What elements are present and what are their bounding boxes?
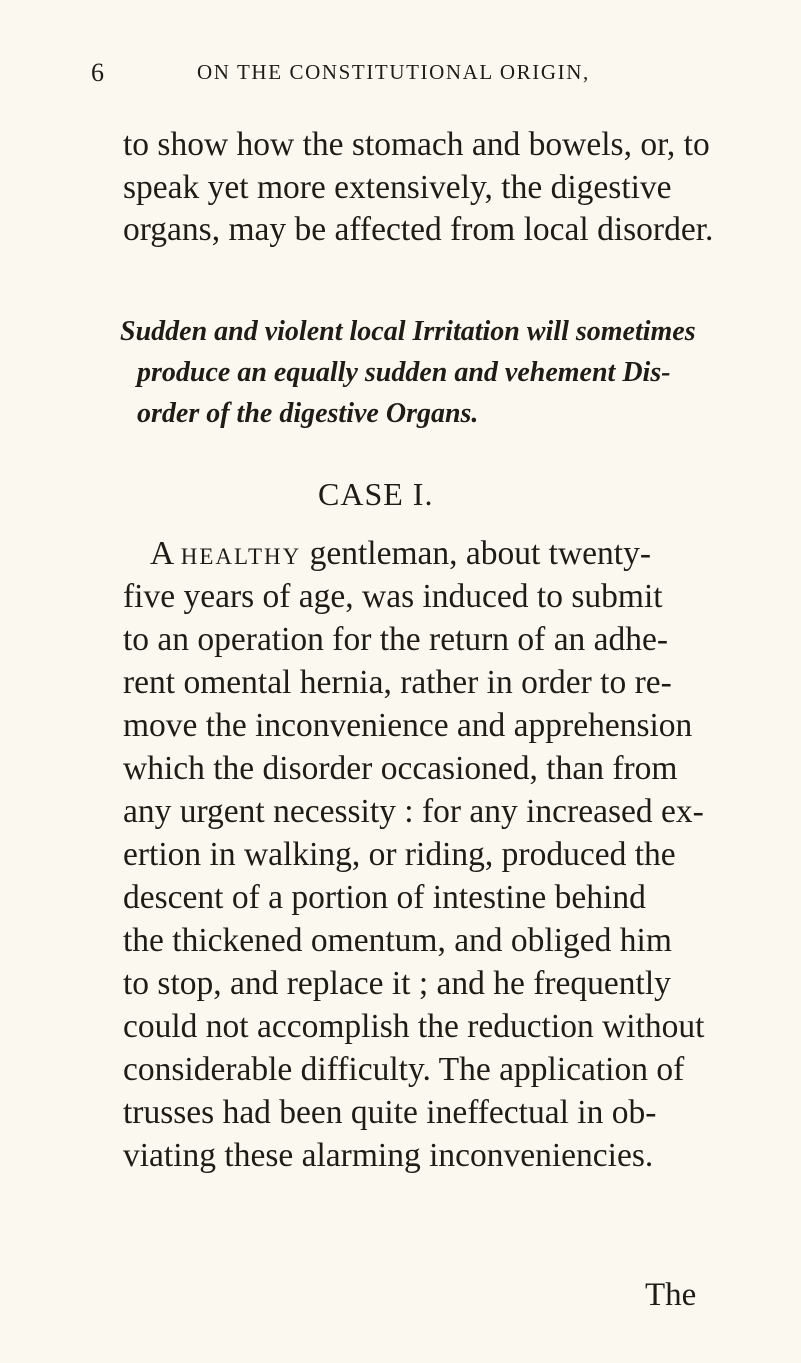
case-line: to an operation for the return of an adhe- [123,621,669,658]
case-heading: CASE I. [318,476,434,512]
case-first-line [150,534,651,574]
case-line: viating these alarming inconveniencies. [123,1137,654,1174]
case-line: trusses had been quite ineffectual in ob- [123,1094,657,1131]
page-number: 6 [91,58,106,87]
case-line: move the inconvenience and apprehension [123,707,693,744]
case-line: any urgent necessity : for any increased ex- [123,793,704,830]
lead-word-small-caps: healthy [180,535,302,572]
case-line: five years of age, was induced to submit [123,578,663,615]
lead-letter: A [150,535,173,572]
section-heading-line: produce an equally sudden and vehement Dis- [137,357,671,388]
case-line: the thickened omentum, and obliged him [123,922,672,959]
intro-line: to show how the stomach and bowels, or, to [123,126,710,163]
intro-line: organs, may be affected from local disorder. [123,211,714,248]
catchword: The [645,1277,697,1313]
case-line: rent omental hernia, rather in order to re- [123,664,672,701]
section-heading-line: order of the digestive Organs. [137,398,479,429]
case-line: descent of a portion of intestine behind [123,879,646,916]
case-line: considerable difficulty. The application of [123,1051,685,1088]
running-title: ON THE CONSTITUTIONAL ORIGIN, [197,60,590,84]
case-line: which the disorder occasioned, than from [123,750,678,787]
case-line: could not accomplish the reduction without [123,1008,705,1045]
case-line: to stop, and replace it ; and he frequently [123,965,671,1002]
running-head [91,58,731,88]
case-line: ertion in walking, or riding, produced the [123,836,676,873]
section-heading-line: Sudden and violent local Irritation will sometimes [120,316,696,347]
intro-line: speak yet more extensively, the digestive [123,169,672,206]
first-line-rest: gentleman, about twenty- [301,535,652,572]
